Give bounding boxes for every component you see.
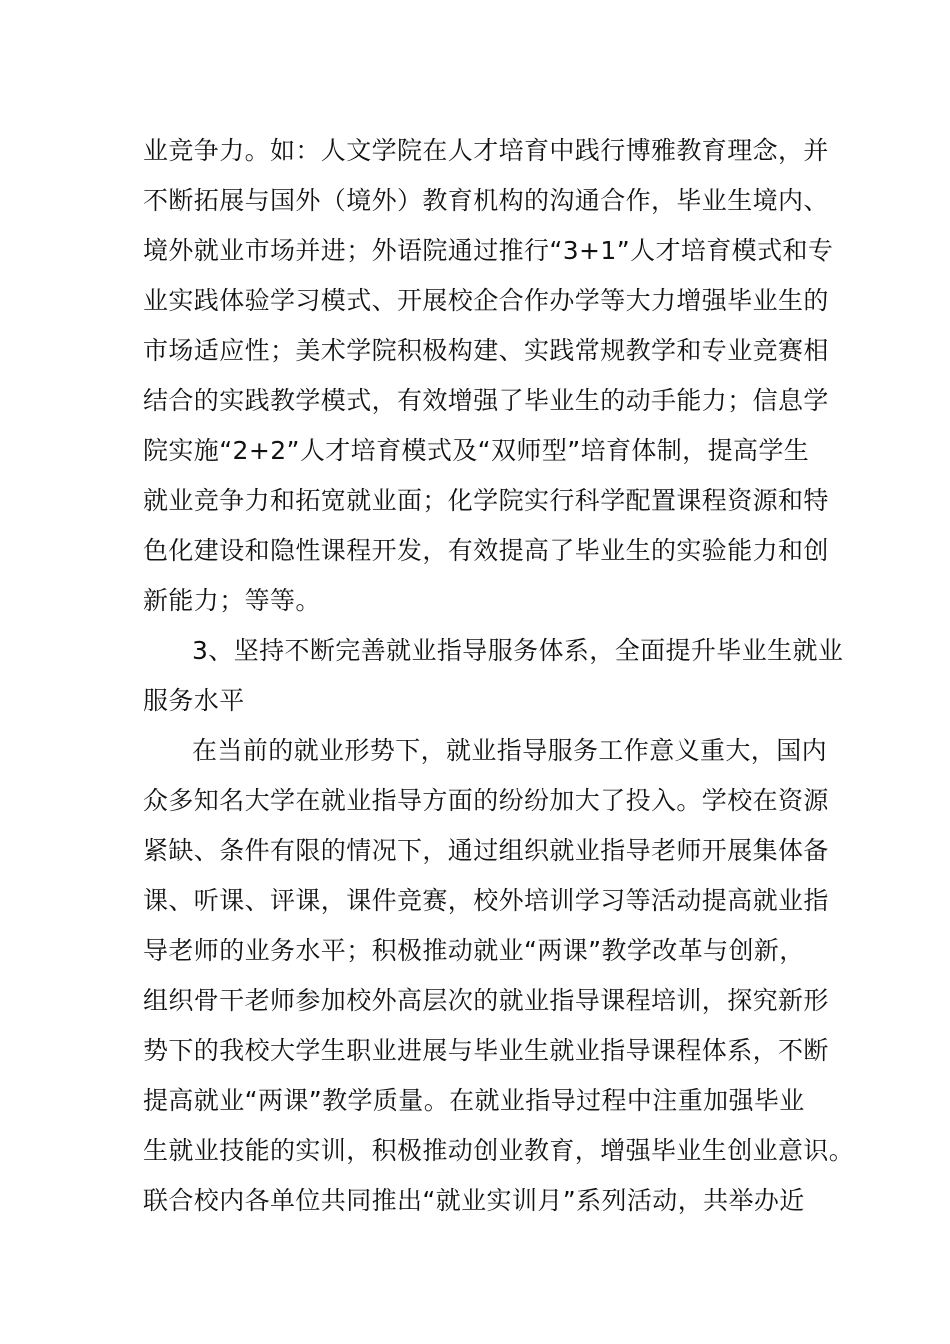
text-line: 结合的实践教学模式，有效增强了毕业生的动手能力；信息学 — [143, 386, 829, 415]
text-line: 势下的我校大学生职业进展与毕业生就业指导课程体系，不断 — [143, 1036, 829, 1065]
text-line: 就业竞争力和拓宽就业面；化学院实行科学配置课程资源和特 — [143, 486, 829, 515]
text-line: 紧缺、条件有限的情况下，通过组织就业指导老师开展集体备 — [143, 836, 829, 865]
text-line: 导老师的业务水平；积极推动就业“两课”教学改革与创新， — [143, 936, 805, 965]
text-line: 不断拓展与国外（境外）教育机构的沟通合作，毕业生境内、 — [143, 186, 829, 215]
text-line: 课、听课、评课，课件竞赛，校外培训学习等活动提高就业指 — [143, 886, 829, 915]
text-line: 业实践体验学习模式、开展校企合作办学等大力增强毕业生的 — [143, 286, 829, 315]
text-line: 组织骨干老师参加校外高层次的就业指导课程培训，探究新形 — [143, 986, 829, 1015]
text-line: 院实施“2+2”人才培育模式及“双师型”培育体制，提高学生 — [143, 436, 810, 465]
section-heading: 3、坚持不断完善就业指导服务体系，全面提升毕业生就业 — [192, 636, 844, 665]
text-line: 众多知名大学在就业指导方面的纷纷加大了投入。学校在资源 — [143, 786, 829, 815]
text-line: 新能力；等等。 — [143, 586, 321, 615]
text-line: 境外就业市场并进；外语院通过推行“3+1”人才培育模式和专 — [143, 236, 834, 265]
text-line: 业竞争力。如：人文学院在人才培育中践行博雅教育理念，并 — [143, 136, 829, 165]
text-line: 提高就业“两课”教学质量。在就业指导过程中注重加强毕业 — [143, 1086, 805, 1115]
section-heading-continued: 服务水平 — [143, 686, 245, 715]
text-line: 联合校内各单位共同推出“就业实训月”系列活动，共举办近 — [143, 1186, 805, 1215]
text-line: 市场适应性；美术学院积极构建、实践常规教学和专业竞赛相 — [143, 336, 829, 365]
paragraph-start-line: 在当前的就业形势下，就业指导服务工作意义重大，国内 — [192, 736, 828, 765]
text-line: 色化建设和隐性课程开发，有效提高了毕业生的实验能力和创 — [143, 536, 829, 565]
text-line: 生就业技能的实训，积极推动创业教育，增强毕业生创业意识。 — [143, 1136, 855, 1165]
